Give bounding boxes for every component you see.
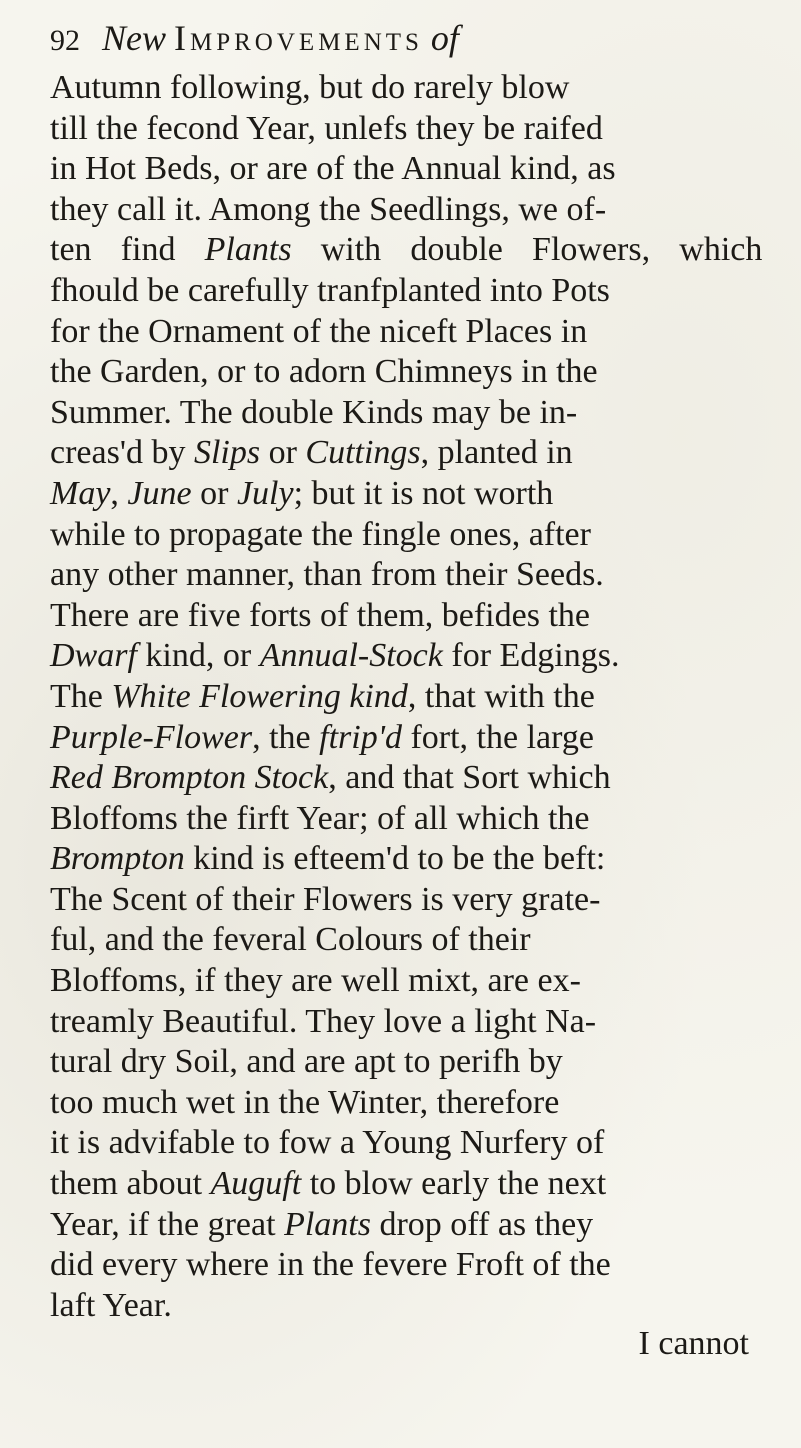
text-line (50, 1205, 770, 1246)
text-line (50, 230, 770, 271)
text-segment: Summer. The double Kinds may be in- (50, 393, 578, 431)
text-segment: tural dry Soil, and are apt to perifh by (50, 1043, 563, 1081)
text-line (50, 1123, 770, 1164)
text-line (50, 880, 770, 921)
text-line (50, 1164, 770, 1205)
text-segment: , that with the (407, 677, 595, 715)
text-line (50, 68, 770, 109)
text-segment: The Scent of their Flowers is very grate- (50, 880, 601, 918)
text-line (50, 352, 770, 393)
text-segment: or (191, 474, 237, 512)
text-line (50, 433, 770, 474)
text-line (50, 474, 770, 515)
text-segment: ; but it is not worth (293, 474, 554, 512)
text-line (50, 1286, 770, 1327)
running-head-improvements: Improvements (174, 18, 423, 58)
text-line (50, 312, 770, 353)
text-line (50, 596, 770, 637)
italic-text: White Flowering kind (111, 677, 408, 715)
text-segment: ten find (50, 231, 205, 269)
text-line (50, 961, 770, 1002)
italic-text: ftrip'd (319, 718, 402, 756)
text-segment: did every where in the fevere Froft of the (50, 1246, 611, 1284)
text-segment: Autumn following, but do rarely blow (50, 69, 570, 106)
running-head-new: New (102, 18, 167, 58)
text-line (50, 1245, 770, 1286)
italic-text: Slips (193, 434, 261, 472)
text-segment: the Garden, or to adorn Chimneys in the (50, 353, 598, 391)
text-line (50, 636, 770, 677)
text-line (50, 677, 770, 718)
text-line (50, 920, 770, 961)
italic-text: Dwarf (50, 637, 137, 675)
text-segment: while to propagate the fingle ones, after (50, 515, 591, 553)
text-segment: or (260, 434, 306, 472)
text-segment: treamly Beautiful. They love a light Na- (50, 1002, 597, 1040)
text-segment: for Edgings. (442, 637, 620, 675)
running-head (50, 10, 750, 66)
text-segment: creas'd by (50, 434, 194, 472)
text-line (50, 799, 770, 840)
text-segment: , and that Sort which (328, 759, 611, 797)
text-segment: with double Flowers, which (291, 231, 763, 269)
italic-text: July (236, 474, 294, 512)
italic-text: Brompton (50, 840, 185, 878)
text-line (50, 758, 770, 799)
italic-text: Red Brompton Stock (50, 759, 329, 797)
text-line (50, 515, 770, 556)
text-line (50, 109, 770, 150)
text-segment: , planted in (420, 434, 573, 472)
text-segment: till the fecond Year, unlefs they be raifed (50, 109, 603, 147)
italic-text: Annual-Stock (259, 637, 443, 675)
italic-text: May (50, 474, 111, 512)
italic-text: Auguft (210, 1165, 302, 1203)
text-segment: ful, and the feveral Colours of their (50, 921, 531, 959)
text-segment: fhould be carefully tranfplanted into Pots (50, 271, 610, 309)
running-head-of: of (430, 18, 459, 58)
text-segment: drop off as they (370, 1205, 594, 1243)
text-segment: in Hot Beds, or are of the Annual kind, as (50, 150, 616, 188)
text-segment: any other manner, than from their Seeds. (50, 556, 604, 594)
text-segment: The (50, 677, 112, 715)
text-segment: them about (50, 1165, 211, 1203)
text-segment: to blow early the next (301, 1165, 607, 1203)
text-line (50, 190, 770, 231)
text-segment: , the (252, 718, 320, 756)
text-segment: kind, or (136, 637, 260, 675)
text-segment: , (110, 474, 128, 512)
text-line (50, 271, 770, 312)
text-segment: too much wet in the Winter, therefore (50, 1083, 560, 1121)
text-segment: fort, the large (401, 718, 594, 756)
text-line (50, 555, 770, 596)
italic-text: Plants (284, 1205, 371, 1243)
italic-text: Cuttings (305, 434, 421, 472)
text-line (50, 1083, 770, 1124)
italic-text: June (127, 474, 192, 512)
italic-text: Purple-Flower (50, 718, 253, 756)
text-line (50, 149, 770, 190)
italic-text: Plants (204, 231, 292, 269)
text-segment: it is advifable to fow a Young Nurfery of (50, 1124, 605, 1162)
text-line (50, 393, 770, 434)
text-segment: kind is efteem'd to be the beft: (184, 840, 606, 878)
catchword: I cannot (638, 1325, 749, 1362)
text-segment: Bloffoms, if they are well mixt, are ex- (50, 962, 581, 1000)
text-segment: Year, if the great (50, 1205, 285, 1243)
text-segment: Bloffoms the firft Year; of all which the (50, 799, 590, 837)
body-text (50, 68, 770, 1326)
text-segment: There are five forts of them, befides the (50, 596, 590, 634)
text-segment: for the Ornament of the niceft Places in (50, 312, 588, 350)
text-segment: they call it. Among the Seedlings, we of- (50, 190, 607, 228)
page-number: 92 (50, 24, 80, 57)
text-line (50, 718, 770, 759)
text-line (50, 1002, 770, 1043)
text-line (50, 839, 770, 880)
text-line (50, 1042, 770, 1083)
text-segment: laft Year. (50, 1286, 172, 1324)
